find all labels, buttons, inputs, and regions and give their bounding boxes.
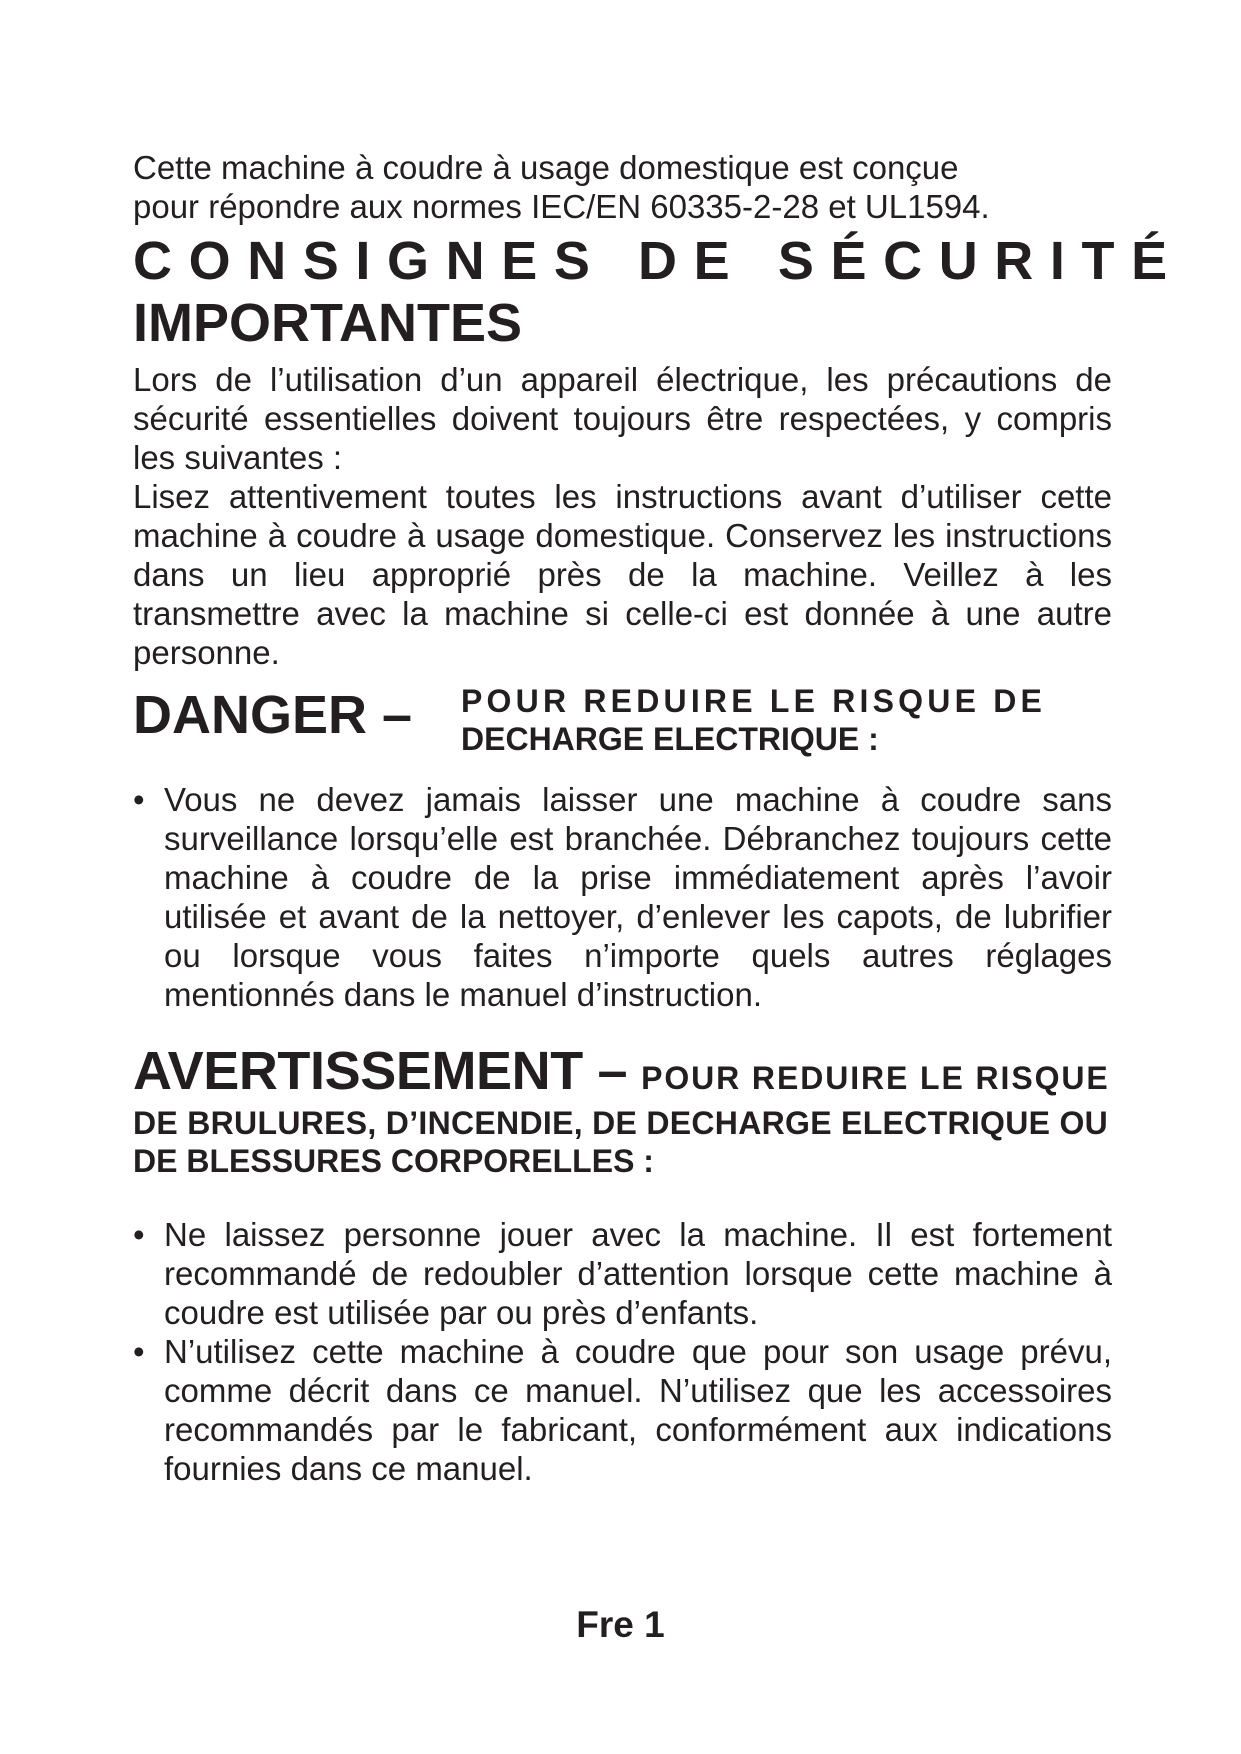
precautions-paragraph: Lors de l’utilisation d’un appareil électrique, les précautions de sécurité essentielles doivent toujours être respectées, y compris les suivantes : bbox=[133, 361, 1112, 476]
read-instructions-paragraph: Lisez attentivement toutes les instructions avant d’utiliser cette machine à coudre à usage domestique. Conservez les instructions dans un lieu approprié près de la machine. Veillez à les transmettre avec la machine si celle-ci est donnée à une autre personne. bbox=[133, 478, 1112, 671]
bullet-icon: • bbox=[133, 781, 145, 818]
danger-subheading bbox=[461, 682, 1112, 758]
danger-bullet-item bbox=[133, 780, 1112, 1014]
danger-bullet-list bbox=[133, 780, 1112, 1014]
danger-subheading-line-2: DECHARGE ELECTRIQUE : bbox=[461, 721, 879, 757]
warning-heading-line-1 bbox=[133, 1040, 1112, 1102]
warning-bullet-item bbox=[133, 1332, 1112, 1488]
danger-bullet-text: Vous ne devez jamais laisser une machine à coudre sans surveillance lorsqu’elle est branchée. Débranchez toujours cette machine à coudre de la prise immédiatement après l’avoir utilisée et avant de la nettoyer, d’enlever les capots, de lubrifier ou lorsque vous faites n’importe quels autres réglages mentionnés dans le manuel d’instruction. bbox=[164, 781, 1112, 1013]
danger-subheading-line-1: POUR REDUIRE LE RISQUE DE bbox=[461, 683, 1047, 719]
intro-line-2: pour répondre aux normes IEC/EN 60335-2-28 et UL1594. bbox=[133, 188, 990, 225]
safety-title-line-1: CONSIGNES DE SÉCURITÉ bbox=[133, 231, 1184, 291]
warning-label: AVERTISSEMENT – bbox=[133, 1041, 628, 1101]
warning-subheading bbox=[133, 1104, 1112, 1180]
warning-heading bbox=[133, 1040, 1112, 1180]
page-number: Fre 1 bbox=[576, 1604, 665, 1645]
warning-bullet-item bbox=[133, 1215, 1112, 1332]
intro-paragraph bbox=[133, 148, 1112, 226]
danger-heading bbox=[133, 682, 1112, 758]
manual-page bbox=[133, 148, 1184, 1488]
warning-subheading-line-2: DE BRULURES, D’INCENDIE, DE DECHARGE ELECTRIQUE OU bbox=[133, 1105, 1109, 1141]
bullet-icon: • bbox=[133, 1333, 145, 1370]
warning-bullet-list bbox=[133, 1215, 1112, 1488]
intro-line-1: Cette machine à coudre à usage domestique est conçue bbox=[133, 149, 959, 186]
warning-subheading-line-1: POUR REDUIRE LE RISQUE bbox=[641, 1060, 1110, 1096]
safety-title-line-2: IMPORTANTES bbox=[133, 293, 522, 353]
safety-title bbox=[133, 230, 1184, 354]
danger-label: DANGER – bbox=[133, 685, 413, 745]
warning-bullet-text-2: N’utilisez cette machine à coudre que pour son usage prévu, comme décrit dans ce manuel. N’utilisez que les accessoires recommandés par le fabricant, conformément aux indications fournies dans ce manuel. bbox=[164, 1333, 1112, 1487]
warning-subheading-line-3: DE BLESSURES CORPORELLES : bbox=[133, 1143, 654, 1179]
bullet-icon: • bbox=[133, 1216, 145, 1253]
warning-bullet-text-1: Ne laissez personne jouer avec la machine. Il est fortement recommandé de redoubler d’attention lorsque cette machine à coudre est utilisée par ou près d’enfants. bbox=[164, 1216, 1112, 1331]
